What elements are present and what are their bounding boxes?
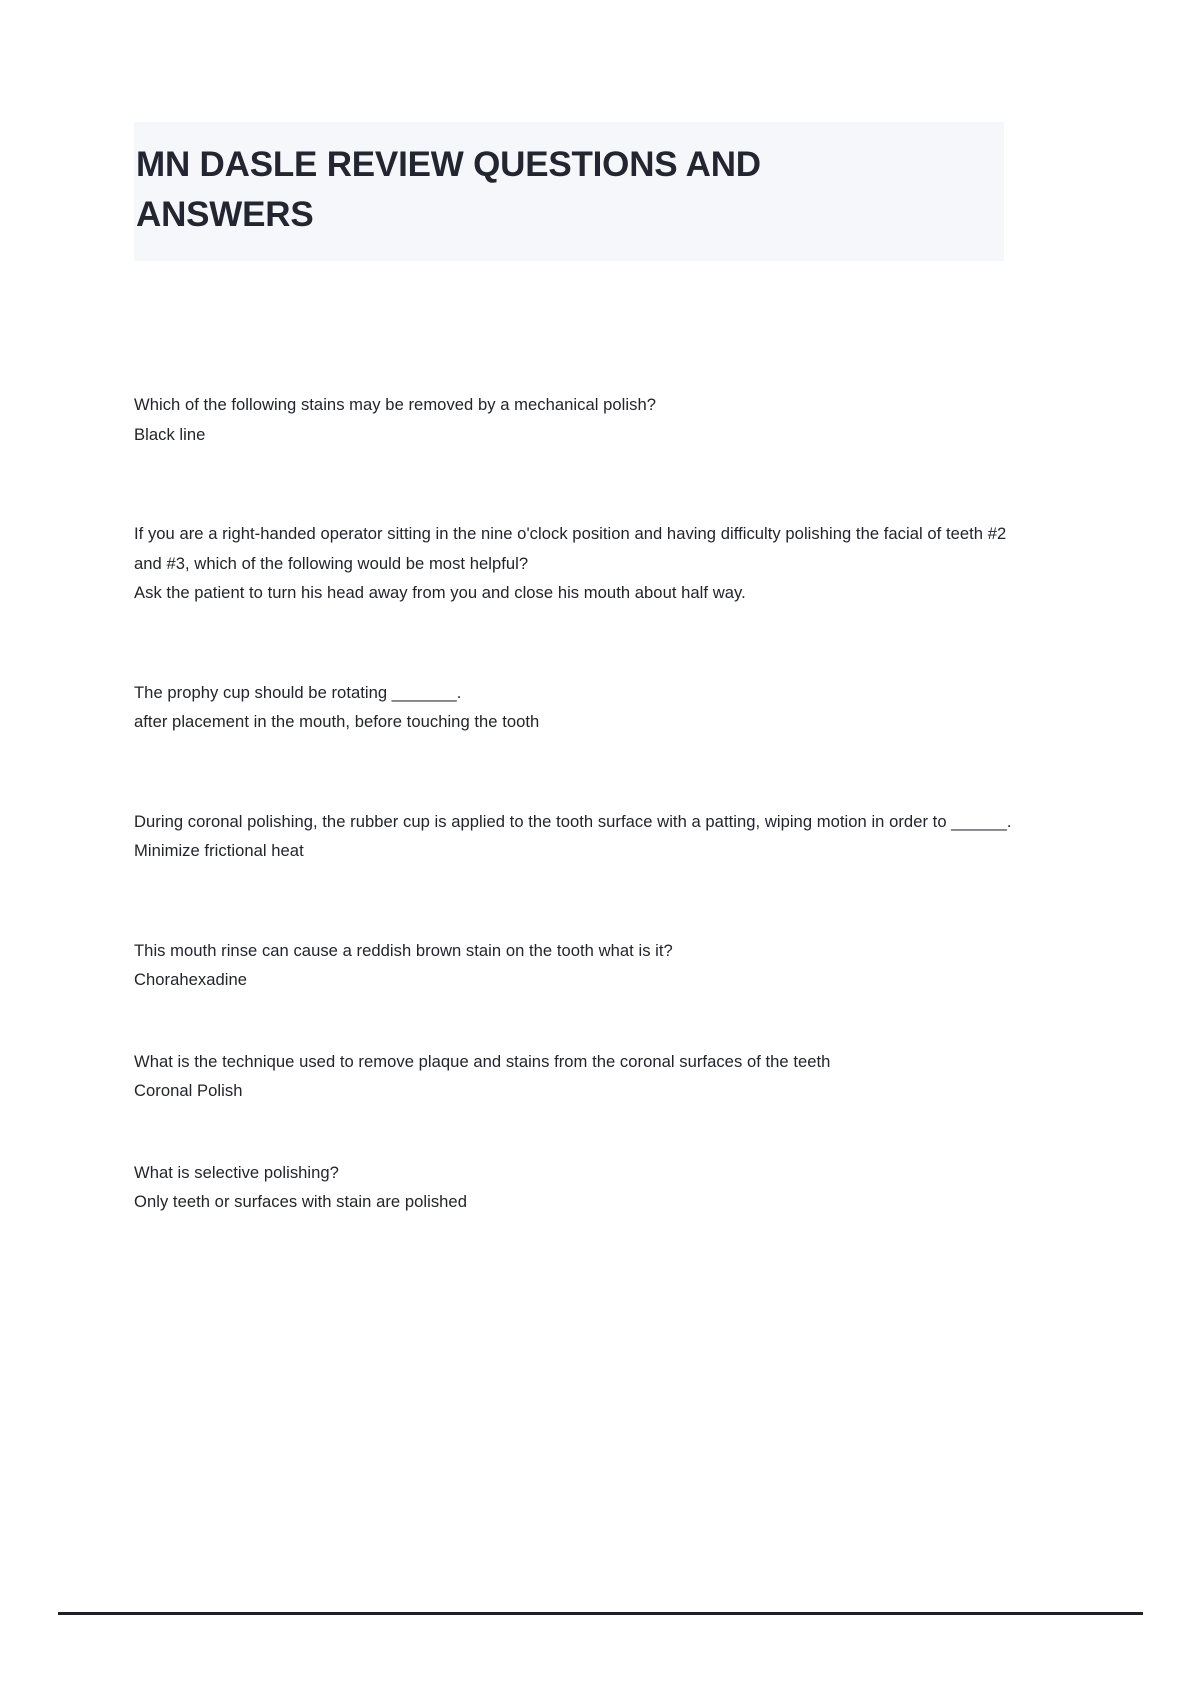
qa-item: [134, 519, 1014, 608]
qa-answer: Minimize frictional heat: [134, 841, 304, 861]
qa-answer: after placement in the mouth, before touching the tooth: [134, 712, 540, 732]
qa-list: [134, 390, 1014, 1269]
qa-question: Which of the following stains may be removed by a mechanical polish?: [134, 395, 656, 414]
qa-question: During coronal polishing, the rubber cup is applied to the tooth surface with a patting, wiping motion in order to ______.: [134, 811, 1012, 831]
qa-answer: Black line: [134, 424, 206, 444]
qa-question: This mouth rinse can cause a reddish brown stain on the tooth what is it?: [134, 940, 673, 960]
footer-divider: [58, 1612, 1143, 1615]
qa-answer: Only teeth or surfaces with stain are polished: [134, 1192, 467, 1212]
qa-answer: Ask the patient to turn his head away from you and close his mouth about half way.: [134, 583, 746, 603]
page-title: MN DASLE REVIEW QUESTIONS AND ANSWERS: [136, 145, 761, 234]
qa-question: What is the technique used to remove plaque and stains from the coronal surfaces of the teeth: [134, 1051, 831, 1071]
qa-item: [134, 807, 1014, 866]
qa-question: What is selective polishing?: [134, 1162, 339, 1182]
qa-question: The prophy cup should be rotating _______.: [134, 682, 462, 702]
qa-answer: Chorahexadine: [134, 970, 248, 990]
qa-item: [134, 678, 1014, 737]
qa-item: [134, 1047, 1014, 1106]
qa-question: If you are a right-handed operator sitting in the nine o'clock position and having difficulty polishing the facial of teeth #2 and #3, which of the following would be most helpful?: [134, 524, 1007, 573]
qa-item: [134, 1158, 1014, 1217]
qa-answer: Coronal Polish: [134, 1081, 243, 1101]
qa-item: [134, 390, 1014, 449]
qa-item: [134, 936, 1014, 995]
title-block: [134, 122, 1004, 261]
